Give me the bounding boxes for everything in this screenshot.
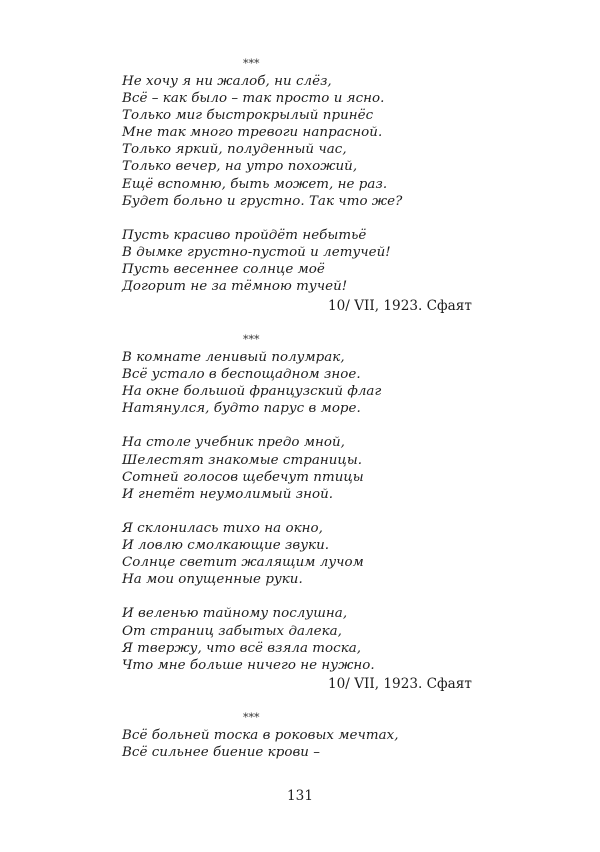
poem-line: Натянулся, будто парус в море. [122, 401, 361, 417]
poem-1 [122, 73, 482, 295]
poem-line: Догорит не за тёмною тучей! [122, 279, 348, 295]
stanza-gap [122, 417, 482, 434]
poem-line: Шелестят знакомые страницы. [122, 452, 363, 468]
poem-line: На мои опущенные руки. [122, 572, 303, 588]
poem-line: И веленью тайному послушна, [122, 606, 348, 622]
poem-signature: 10/ VII, 1923. Сфаят [328, 676, 472, 692]
poem-separator: *** [243, 711, 260, 724]
poem-3 [122, 727, 482, 761]
poem-signature: 10/ VII, 1923. Сфаят [328, 298, 472, 314]
poem-separator: *** [243, 57, 260, 70]
poem-line: Сотней голосов щебечут птицы [122, 469, 364, 485]
poem-line: На столе учебник предо мной, [122, 435, 345, 451]
poem-line: Всё устало в беспощадном зное. [122, 367, 361, 383]
poem-line: Будет больно и грустно. Так что же? [122, 193, 403, 209]
poem-line: В дымке грустно-пустой и летучей! [122, 244, 391, 260]
stanza-gap [122, 503, 482, 520]
poem-line: В комнате ленивый полумрак, [122, 350, 345, 365]
poem-line: На окне большой французский флаг [122, 384, 382, 400]
poem-line: Только яркий, полуденный час, [122, 142, 347, 158]
poem-separator: *** [243, 333, 260, 346]
poem-line: Не хочу я ни жалоб, ни слёз, [122, 74, 332, 89]
poem-line: Только миг быстрокрылый принёс [122, 108, 374, 124]
poem-line: Я склонилась тихо на окно, [122, 520, 323, 536]
poem-line: Всё больней тоска в роковых мечтах, [122, 728, 399, 743]
stanza-gap [122, 588, 482, 605]
poem-line: Я твержу, что всё взяла тоска, [122, 640, 362, 656]
poem-line: Только вечер, на утро похожий, [122, 159, 358, 175]
poem-line: Всё сильнее биение крови – [122, 745, 321, 761]
poem-line: И гнетёт неумолимый зной. [122, 486, 334, 502]
poem-line: Мне так много тревоги напрасной. [122, 125, 383, 141]
poem-line: Ещё вспомню, быть может, не раз. [122, 176, 388, 192]
poem-line: Всё – как было – так просто и ясно. [122, 91, 385, 107]
poem-line: И ловлю смолкающие звуки. [122, 538, 330, 554]
poem-2 [122, 349, 482, 674]
poem-line: Что мне больше ничего не нужно. [122, 657, 375, 673]
poem-line: Солнце светит жалящим лучом [122, 555, 364, 571]
page-number: 131 [287, 788, 313, 804]
poem-line: От страниц забытых далека, [122, 623, 342, 639]
poem-line: Пусть красиво пройдёт небытьё [122, 227, 367, 243]
poem-line: Пусть весеннее солнце моё [122, 262, 325, 278]
stanza-gap [122, 210, 482, 227]
